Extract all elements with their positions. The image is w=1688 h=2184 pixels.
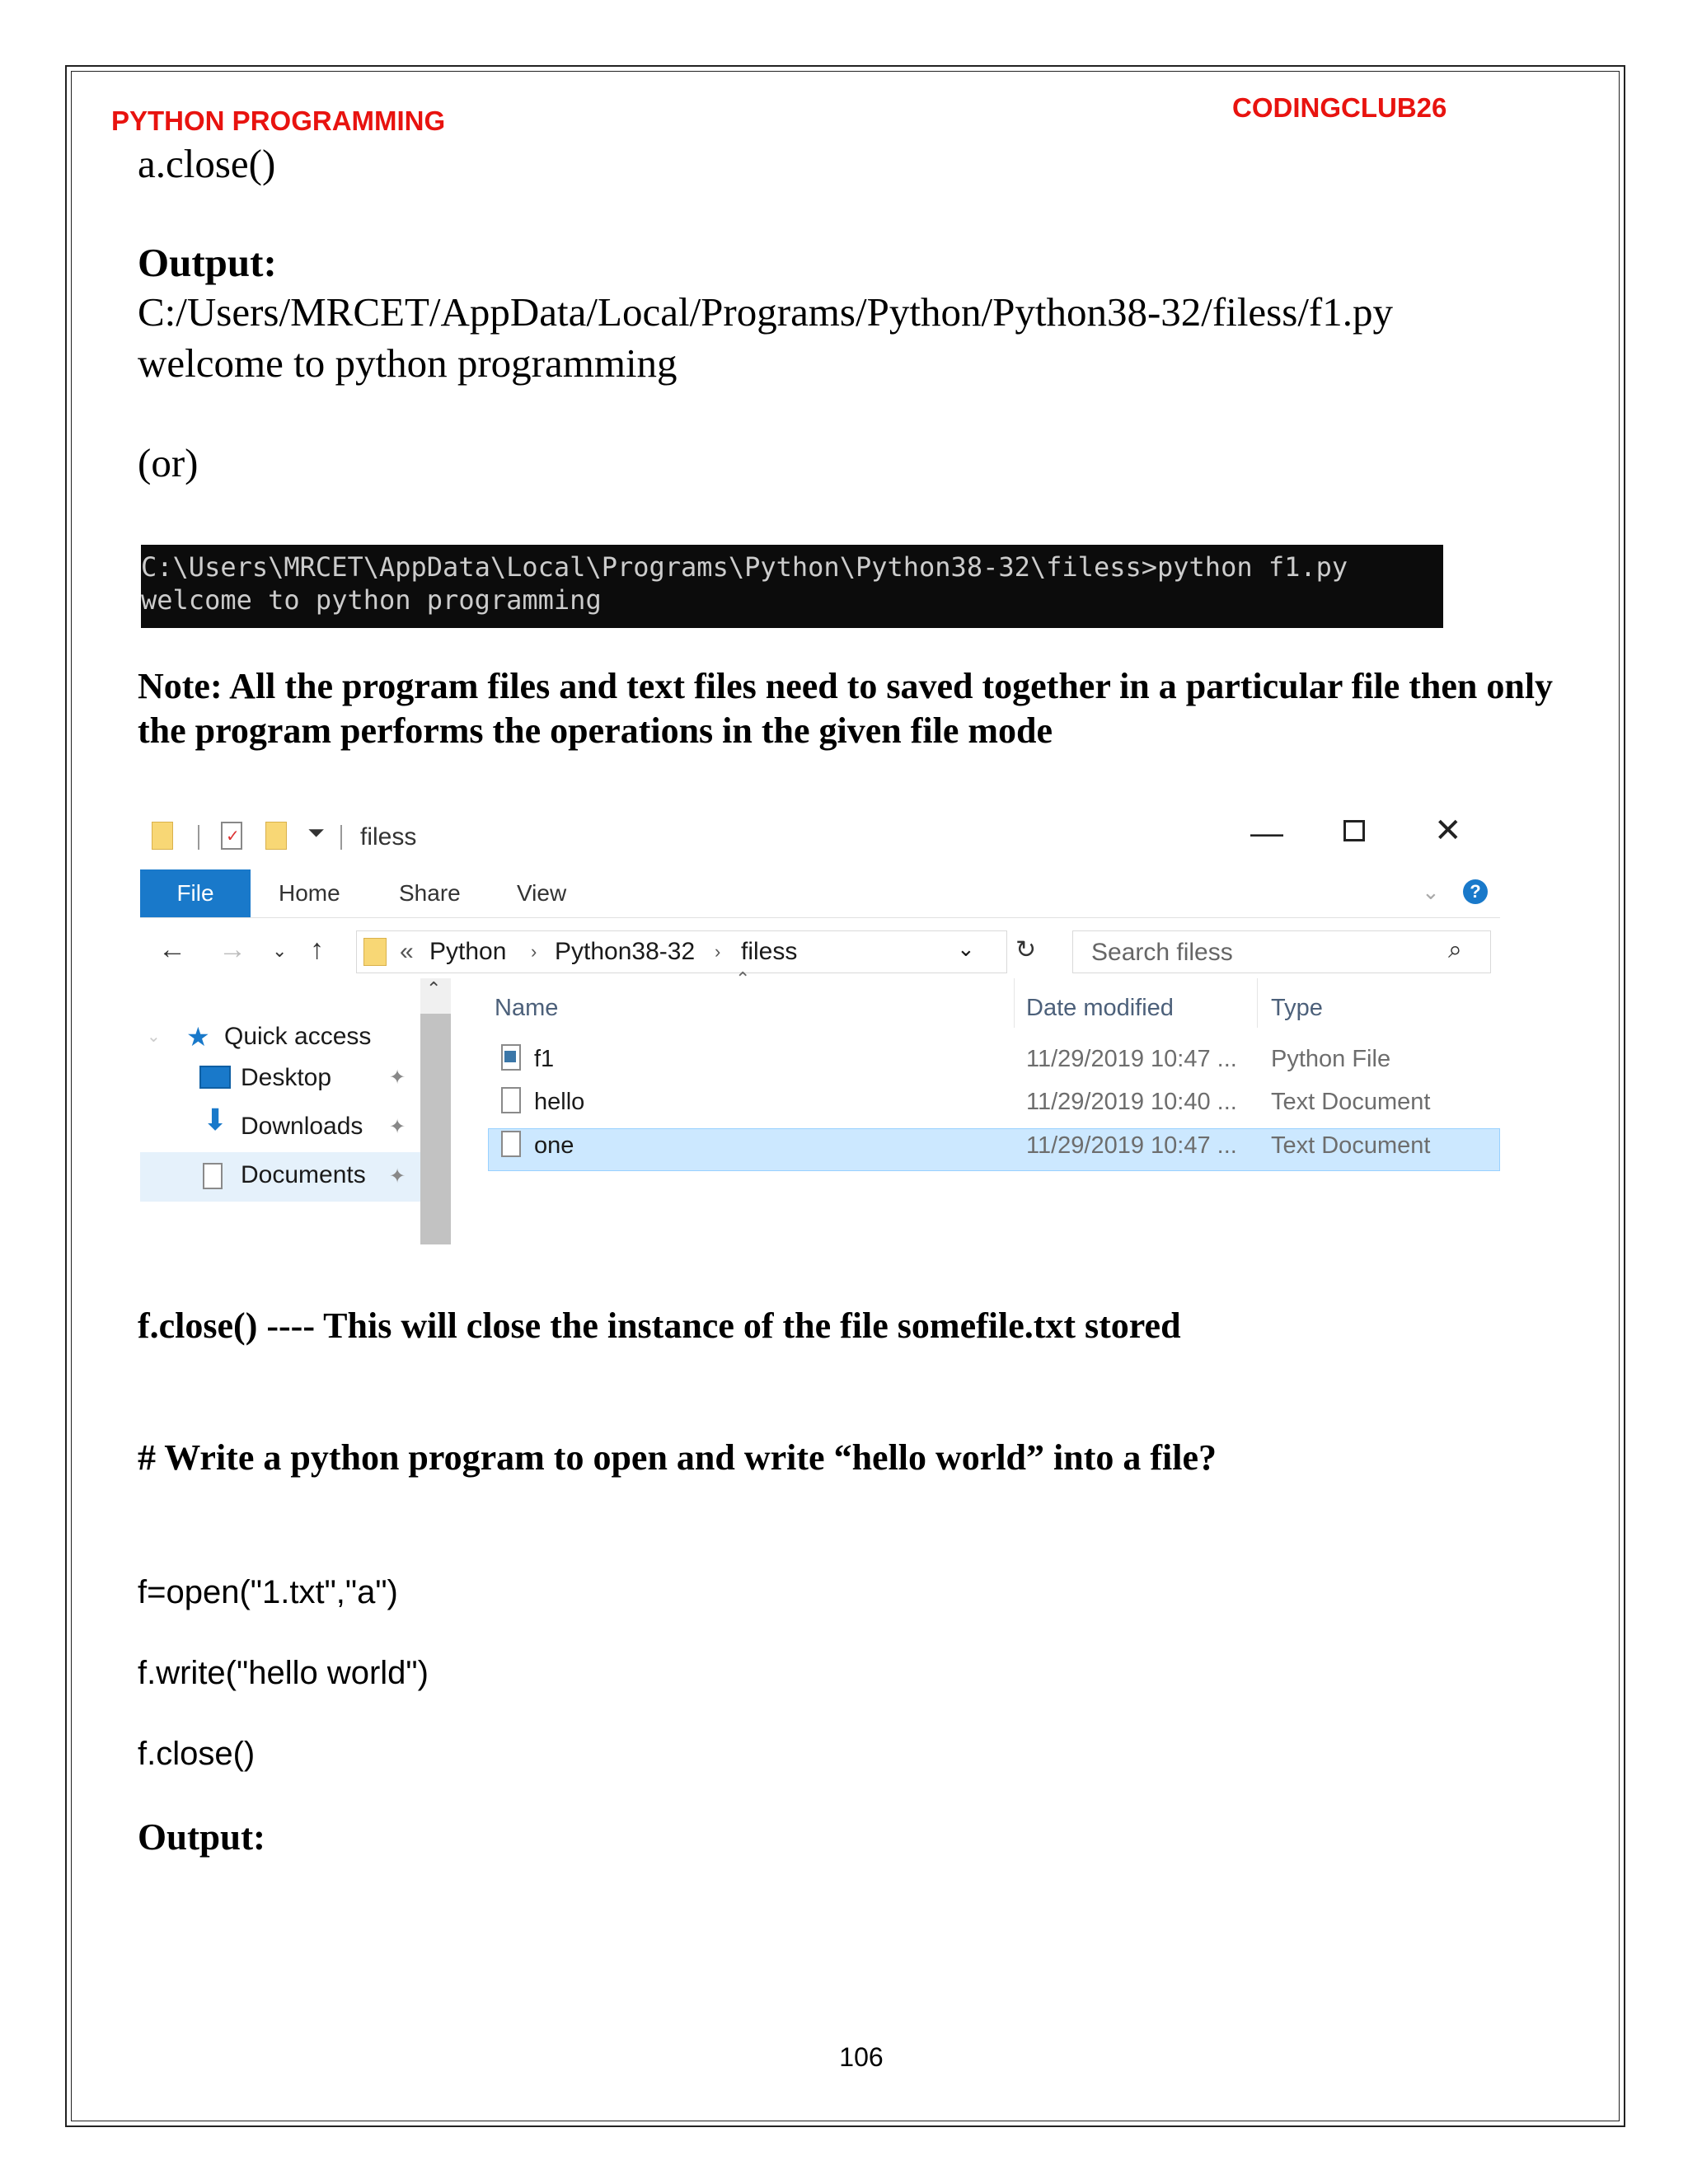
collapse-quick-access-icon[interactable]: ⌄ <box>147 1028 161 1046</box>
breadcrumb-overflow-icon[interactable]: « <box>400 938 414 965</box>
question-heading: # Write a python program to open and write “hello world” into a file? <box>138 1437 1217 1478</box>
search-input[interactable] <box>1072 930 1491 973</box>
fclose-description: f.close() ---- This will close the instance of the file somefile.txt stored <box>138 1305 1181 1346</box>
code-line-2: f.write("hello world") <box>138 1655 429 1691</box>
breadcrumb-python[interactable]: Python <box>429 938 507 965</box>
explorer-window <box>140 804 1500 1244</box>
column-separator-2[interactable] <box>1257 978 1258 1028</box>
file-date: 11/29/2019 10:47 ... <box>1026 1132 1237 1159</box>
address-dropdown-icon[interactable]: ⌄ <box>957 936 975 961</box>
output-heading-1: Output: <box>138 240 277 285</box>
file-type: Python File <box>1271 1046 1391 1072</box>
file-date: 11/29/2019 10:40 ... <box>1026 1089 1237 1115</box>
nav-scrollbar-thumb[interactable] <box>420 1014 451 1244</box>
scroll-up-icon[interactable]: ⌃ <box>426 978 442 999</box>
code-line-3: f.close() <box>138 1736 256 1772</box>
minimize-icon[interactable]: — <box>1250 815 1283 851</box>
nav-desktop[interactable]: Desktop <box>241 1064 332 1091</box>
tab-view[interactable]: View <box>517 880 567 906</box>
back-icon[interactable]: ← <box>158 934 186 965</box>
column-separator[interactable] <box>1014 978 1015 1028</box>
or-line: (or) <box>138 440 199 485</box>
header-right: CODINGCLUB26 <box>1232 92 1447 123</box>
maximize-icon[interactable] <box>1343 820 1365 841</box>
page-number: 106 <box>839 2042 884 2072</box>
output-heading-2: Output: <box>138 1816 266 1858</box>
toolbar-divider-2 <box>340 825 342 850</box>
output-welcome: welcome to python programming <box>138 340 678 386</box>
file-type: Text Document <box>1271 1089 1431 1115</box>
desktop-icon <box>199 1066 231 1089</box>
pin-icon-2[interactable]: ✦ <box>389 1116 406 1138</box>
file-name[interactable]: f1 <box>534 1046 555 1072</box>
address-bar[interactable] <box>356 930 1007 973</box>
chevron-right-icon: › <box>531 941 537 962</box>
up-icon[interactable]: ↑ <box>310 934 324 965</box>
breadcrumb-filess[interactable]: filess <box>741 938 798 965</box>
console-screenshot <box>141 545 1443 628</box>
refresh-icon[interactable]: ↻ <box>1015 936 1037 963</box>
nav-quick-access[interactable]: Quick access <box>224 1023 372 1050</box>
file-name[interactable]: one <box>534 1132 574 1159</box>
output-path: C:/Users/MRCET/AppData/Local/Programs/Python/Python38-32/filess/f1.py <box>138 289 1393 335</box>
download-arrow-icon: ⬇ <box>203 1103 228 1137</box>
properties-icon[interactable]: ✓ <box>221 822 242 850</box>
tab-home[interactable]: Home <box>279 880 340 906</box>
console-line-2: welcome to python programming <box>141 584 602 616</box>
pin-icon[interactable]: ✦ <box>389 1066 406 1089</box>
documents-icon <box>203 1163 223 1189</box>
toolbar-divider <box>198 825 199 850</box>
breadcrumb-python38-32[interactable]: Python38-32 <box>555 938 696 965</box>
file-type: Text Document <box>1271 1132 1431 1159</box>
text-file-icon <box>501 1087 521 1113</box>
customize-toolbar-icon[interactable]: ⏷ <box>307 820 325 845</box>
star-icon: ★ <box>186 1022 210 1052</box>
ribbon <box>140 869 1500 918</box>
sort-ascending-icon: ⌃ <box>735 968 751 989</box>
help-icon[interactable]: ? <box>1463 879 1488 904</box>
file-name[interactable]: hello <box>534 1089 585 1115</box>
search-icon[interactable]: ⌕ <box>1448 936 1462 963</box>
address-row <box>140 926 1500 978</box>
console-line-1: C:\Users\MRCET\AppData\Local\Programs\Python\Python38-32\filess>python f1.py <box>141 551 1348 583</box>
pin-icon-3[interactable]: ✦ <box>389 1165 406 1188</box>
address-folder-icon <box>363 938 387 966</box>
tab-file[interactable]: File <box>140 869 251 917</box>
python-file-icon <box>501 1044 521 1071</box>
window-title: filess <box>360 823 417 851</box>
file-date: 11/29/2019 10:47 ... <box>1026 1046 1237 1072</box>
column-date-modified[interactable]: Date modified <box>1026 995 1174 1021</box>
tab-share[interactable]: Share <box>399 880 461 906</box>
header-left: PYTHON PROGRAMMING <box>111 105 446 136</box>
column-type[interactable]: Type <box>1271 995 1323 1021</box>
expand-ribbon-icon[interactable]: ⌄ <box>1422 879 1440 904</box>
nav-documents[interactable]: Documents <box>241 1161 366 1188</box>
search-placeholder: Search filess <box>1091 939 1233 966</box>
code-line-1: f=open("1.txt","a") <box>138 1574 398 1610</box>
recent-locations-icon[interactable]: ⌄ <box>272 940 288 961</box>
text-file-icon <box>501 1131 521 1157</box>
nav-downloads[interactable]: Downloads <box>241 1113 363 1140</box>
close-icon[interactable]: ✕ <box>1434 813 1462 849</box>
forward-icon[interactable]: → <box>218 934 246 965</box>
close-a-line: a.close() <box>138 141 276 186</box>
column-name[interactable]: Name <box>495 995 559 1021</box>
note-paragraph: Note: All the program files and text files need to saved together in a particular file then only the program performs the operations in the given file mode <box>138 666 1554 751</box>
chevron-right-icon-2: › <box>715 941 721 962</box>
folder-icon[interactable] <box>152 822 173 850</box>
new-folder-icon[interactable] <box>265 822 287 850</box>
